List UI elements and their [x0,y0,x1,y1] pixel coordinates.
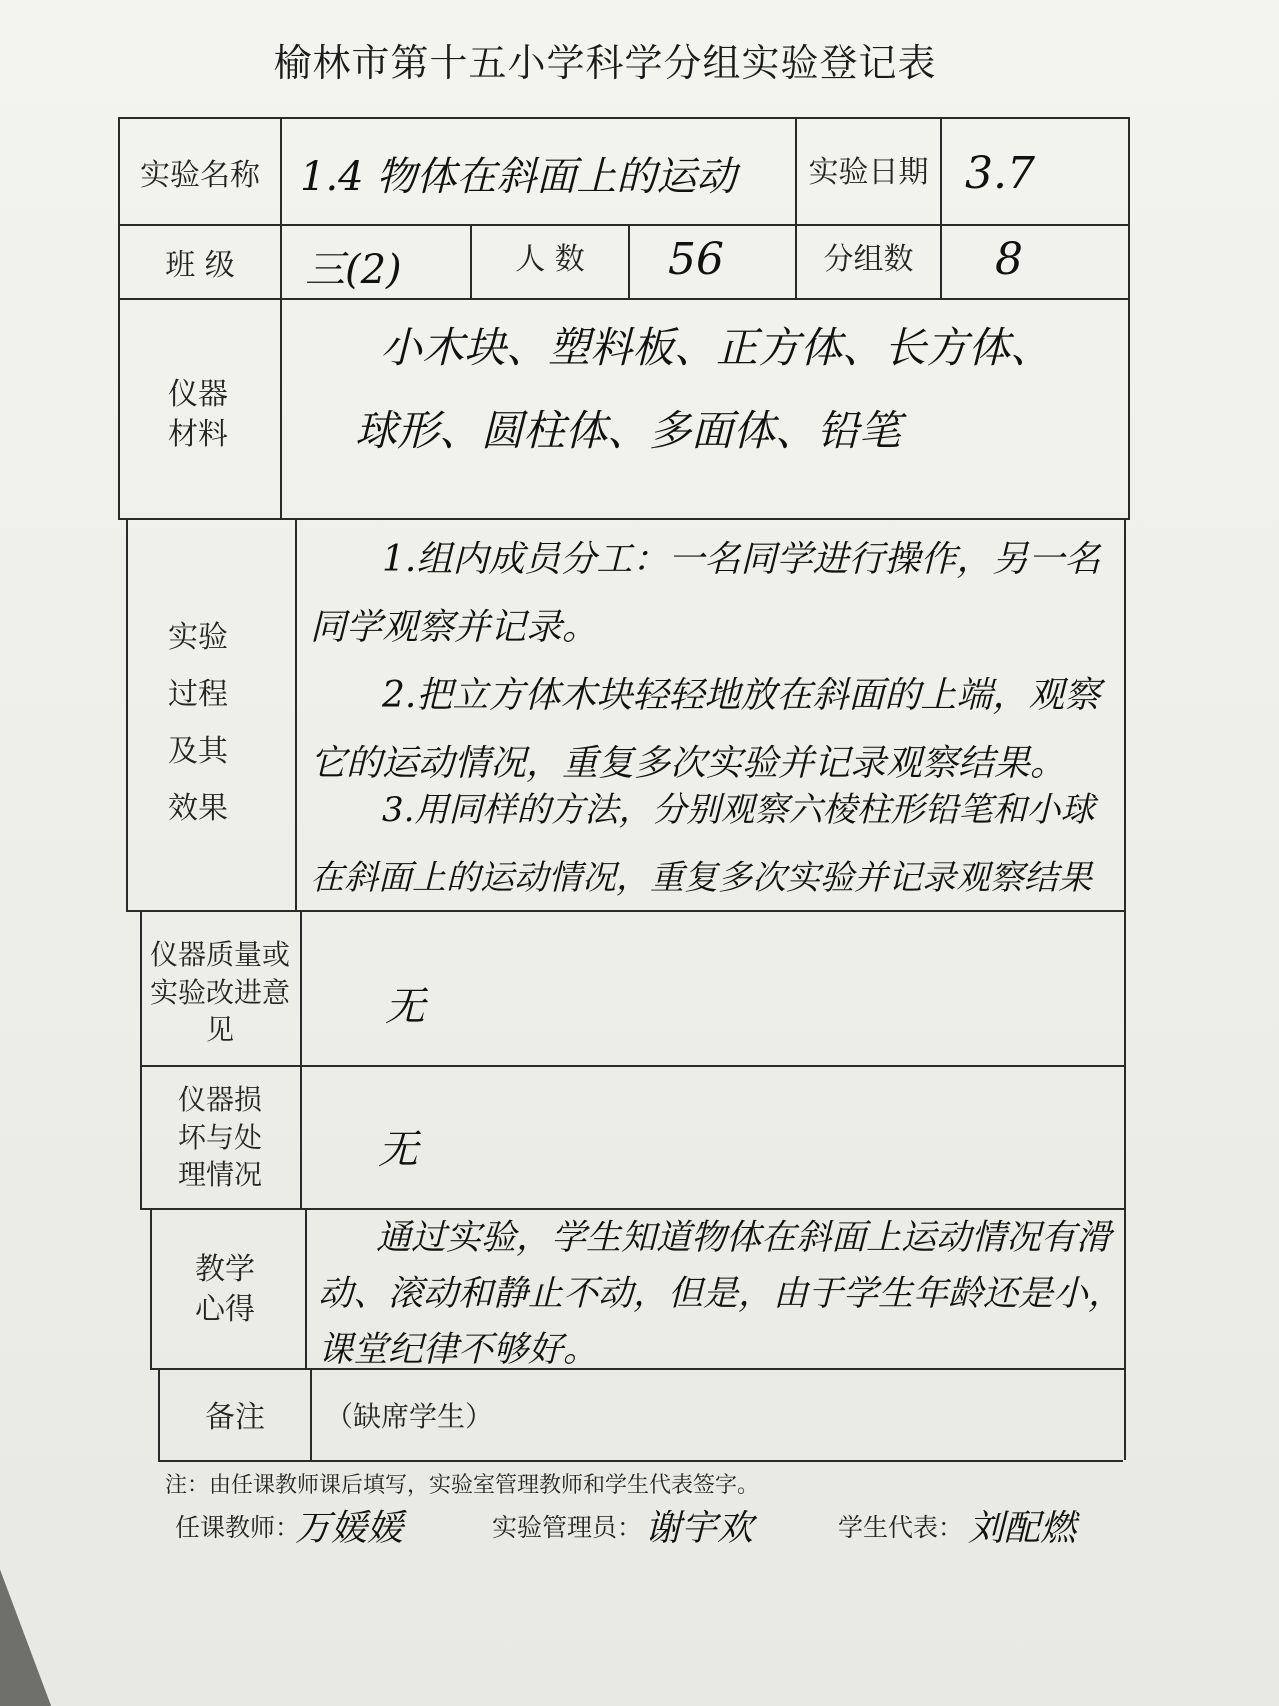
label-experiment-date: 实验日期 [808,155,929,190]
value-people: 56 [668,234,724,285]
value-experiment-name: 1.4 物体在斜面上的运动 [300,154,737,200]
label-process: 实验过程及其效果 [168,619,228,826]
label-quality: 仪器质量或实验改进意见 [150,937,291,1047]
label-column-divider [305,1208,307,1368]
value-materials-line1: 小木块、塑料板、正方体、长方体、 [380,323,1053,372]
teacher-label: 任课教师： [175,1513,301,1542]
student-signature: 刘配燃 [968,1508,1077,1549]
table-border-right [1128,117,1130,518]
label-groups: 分组数 [823,242,914,277]
value-teaching: 通过实验，学生知道物体在斜面上运动情况有滑动、滚动和静止不动，但是，由于学生年龄还是小，课堂纪律不够好。 [318,1218,1124,1370]
table-border-left [150,1208,152,1368]
label-damage: 仪器损坏与处理情况 [177,1082,262,1192]
student-label: 学生代表： [838,1513,964,1542]
label-column-divider [310,1368,312,1460]
label-materials: 仪器材料 [168,376,228,452]
value-experiment-date: 3.7 [965,148,1035,199]
value-groups: 8 [995,234,1023,285]
value-materials-line2: 球形、圆柱体、多面体、铅笔 [355,406,902,455]
teacher-signature: 万媛媛 [295,1508,404,1549]
table-divider [140,1065,1125,1067]
admin-signature: 谢宇欢 [645,1508,754,1549]
column-divider [628,224,630,298]
label-column-divider [280,117,282,518]
label-teaching: 教学心得 [195,1251,255,1327]
column-divider [940,117,942,298]
value-damage: 无 [378,1127,418,1173]
table-border-left [140,910,142,1208]
label-column-divider [295,518,297,910]
value-process-p3: 3.用同样的方法，分别观察六棱柱形铅笔和小球在斜面上的运动情况，重复多次实验并记录观察结果 [310,790,1095,898]
label-people: 人 数 [515,242,585,277]
label-class: 班 级 [165,248,235,283]
label-column-divider [300,910,302,1208]
footer-note: 注：由任课教师课后填写，实验室管理教师和学生代表签字。 [165,1473,760,1498]
table-border-left [126,518,128,910]
table-border-bottom [158,1460,1123,1462]
value-process-p1: 1.组内成员分工：一名同学进行操作，另一名同学观察并记录。 [310,539,1101,648]
value-remarks: （缺席学生） [325,1400,494,1433]
value-quality: 无 [385,984,425,1030]
table-border-right [1124,518,1126,1460]
label-remarks: 备注 [205,1400,265,1435]
value-process-p2: 2.把立方体木块轻轻地放在斜面的上端，观察它的运动情况，重复多次实验并记录观察结果。 [310,675,1101,784]
table-divider [118,298,1130,300]
admin-label: 实验管理员： [492,1513,643,1542]
table-divider [118,518,1130,520]
value-class: 三(2) [305,247,402,293]
label-experiment-name: 实验名称 [140,157,260,193]
form-title: 榆林市第十五小学科学分组实验登记表 [273,41,937,85]
